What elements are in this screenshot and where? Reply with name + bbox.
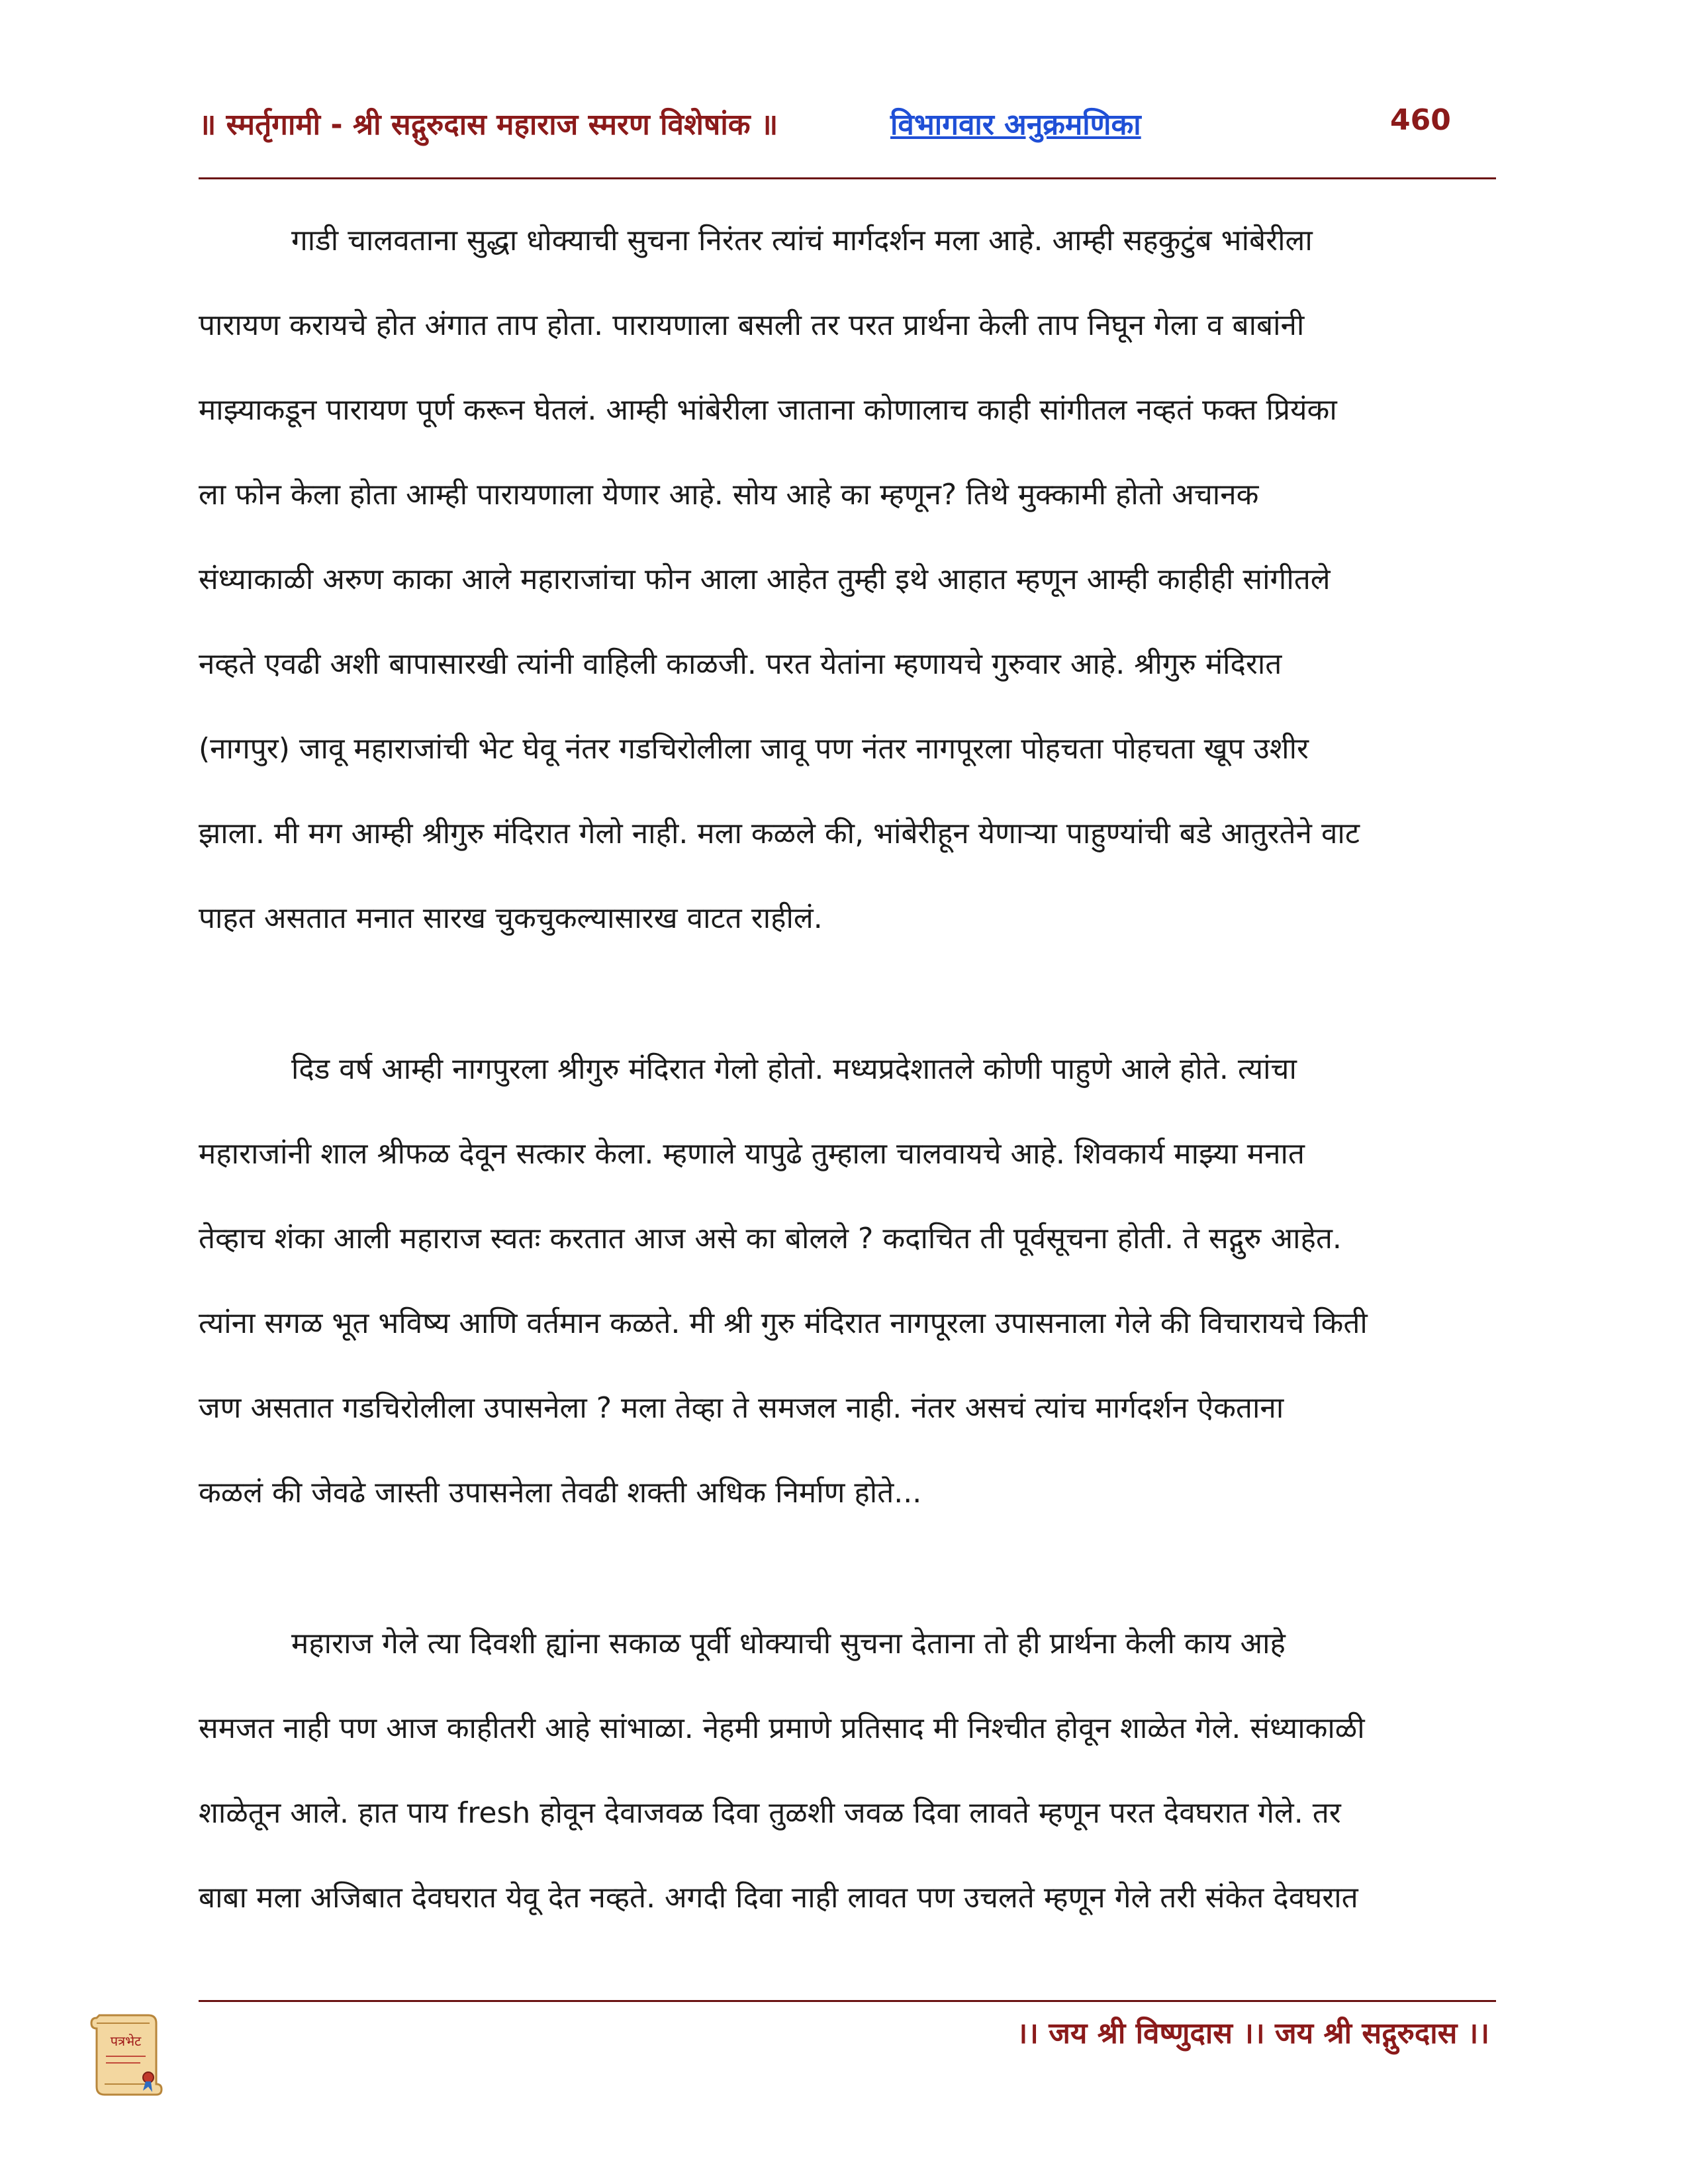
footer-blessing: ।। जय श्री विष्णुदास ।। जय श्री सद्गुरुदास ।। bbox=[1016, 2017, 1489, 2050]
text-line: महाराजांनी शाल श्रीफळ देवून सत्कार केला. म्हणाले यापुढे तुम्हाला चालवायचे आहे. शिवकार्य माझ्या मनात bbox=[199, 1137, 1305, 1171]
index-link[interactable]: विभागवार अनुक्रमणिका bbox=[890, 108, 1141, 142]
text-line: संध्याकाळी अरुण काका आले महाराजांचा फोन आला आहेत तुम्ही इथे आहात म्हणून आम्ही काहीही सांगीतले bbox=[199, 563, 1331, 596]
text-line: गाडी चालवताना सुद्धा धोक्याची सुचना निरंतर त्यांचं मार्गदर्शन मला आहे. आम्ही सहकुटुंब भांबेरीला bbox=[291, 224, 1313, 257]
text-line: ला फोन केला होता आम्ही पारायणाला येणार आहे. सोय आहे का म्हणून? तिथे मुक्कामी होतो अचानक bbox=[199, 478, 1259, 512]
text-line: कळलं की जेवढे जास्ती उपासनेला तेवढी शक्ती अधिक निर्माण होते... bbox=[199, 1476, 922, 1510]
text-line: तेव्हाच शंका आली महाराज स्वतः करतात आज असे का बोलले ? कदाचित ती पूर्वसूचना होती. ते सद्गुरु आहेत. bbox=[199, 1222, 1342, 1255]
scroll-icon bbox=[87, 2009, 167, 2101]
paragraph-gap bbox=[199, 961, 1496, 1027]
paragraph-gap bbox=[199, 1535, 1496, 1602]
text-line: शाळेतून आले. हात पाय fresh होवून देवाजवळ दिवा तुळशी जवळ दिवा लावते म्हणून परत देवघरात गेले. तर bbox=[199, 1796, 1341, 1830]
paragraph-3 bbox=[199, 1602, 1496, 1940]
logo-text: पत्रभेट bbox=[110, 2033, 142, 2049]
text-line: महाराज गेले त्या दिवशी ह्यांना सकाळ पूर्वी धोक्याची सुचना देताना तो ही प्रार्थना केली काय आहे bbox=[291, 1627, 1286, 1661]
text-line: पारायण करायचे होत अंगात ताप होता. पारायणाला बसली तर परत प्रार्थना केली ताप निघून गेला व बाबांनी bbox=[199, 308, 1305, 342]
text-line: झाला. मी मग आम्ही श्रीगुरु मंदिरात गेलो नाही. मला कळले की, भांबेरीहून येणाऱ्या पाहुण्यांची बडे आतुरतेने वाट bbox=[199, 817, 1360, 850]
paragraph-2 bbox=[199, 1027, 1496, 1535]
text-line: जण असतात गडचिरोलीला उपासनेला ? मला तेव्हा ते समजल नाही. नंतर असचं त्यांच मार्गदर्शन ऐकताना bbox=[199, 1391, 1284, 1425]
text-line: बाबा मला अजिबात देवघरात येवू देत नव्हते. अगदी दिवा नाही लावत पण उचलते म्हणून गेले तरी संकेत देवघरात bbox=[199, 1881, 1358, 1915]
text-line: नव्हते एवढी अशी बापासारखी त्यांनी वाहिली काळजी. परत येतांना म्हणायचे गुरुवार आहे. श्रीगुरु मंदिरात bbox=[199, 647, 1282, 681]
paragraph-1 bbox=[199, 199, 1496, 961]
page-header bbox=[199, 93, 1470, 165]
article-body bbox=[199, 199, 1496, 1940]
patrabhet-scroll-logo bbox=[87, 2009, 167, 2101]
text-line: समजत नाही पण आज काहीतरी आहे सांभाळा. नेहमी प्रमाणे प्रतिसाद मी निश्चीत होवून शाळेत गेले. संध्याकाळी bbox=[199, 1711, 1365, 1745]
issue-title: ॥ स्मर्तृगामी - श्री सद्गुरुदास महाराज स्मरण विशेषांक ॥ bbox=[199, 108, 778, 142]
header-divider bbox=[199, 177, 1496, 179]
text-line: पाहत असतात मनात सारख चुकचुकल्यासारख वाटत राहीलं. bbox=[199, 901, 823, 935]
page-number: 460 bbox=[1390, 103, 1451, 137]
text-line: (नागपुर) जावू महाराजांची भेट घेवू नंतर गडचिरोलीला जावू पण नंतर नागपूरला पोहचता पोहचता खूप उशीर bbox=[199, 732, 1309, 766]
footer-divider bbox=[199, 2000, 1496, 2002]
text-line: त्यांना सगळ भूत भविष्य आणि वर्तमान कळते. मी श्री गुरु मंदिरात नागपूरला उपासनाला गेले की विचारायचे किती bbox=[199, 1306, 1368, 1340]
text-line: दिड वर्ष आम्ही नागपुरला श्रीगुरु मंदिरात गेलो होतो. मध्यप्रदेशातले कोणी पाहुणे आले होते. त्यांचा bbox=[291, 1052, 1297, 1086]
text-line: माझ्याकडून पारायण पूर्ण करून घेतलं. आम्ही भांबेरीला जाताना कोणालाच काही सांगीतल नव्हतं फक्त प्रियंका bbox=[199, 393, 1337, 427]
